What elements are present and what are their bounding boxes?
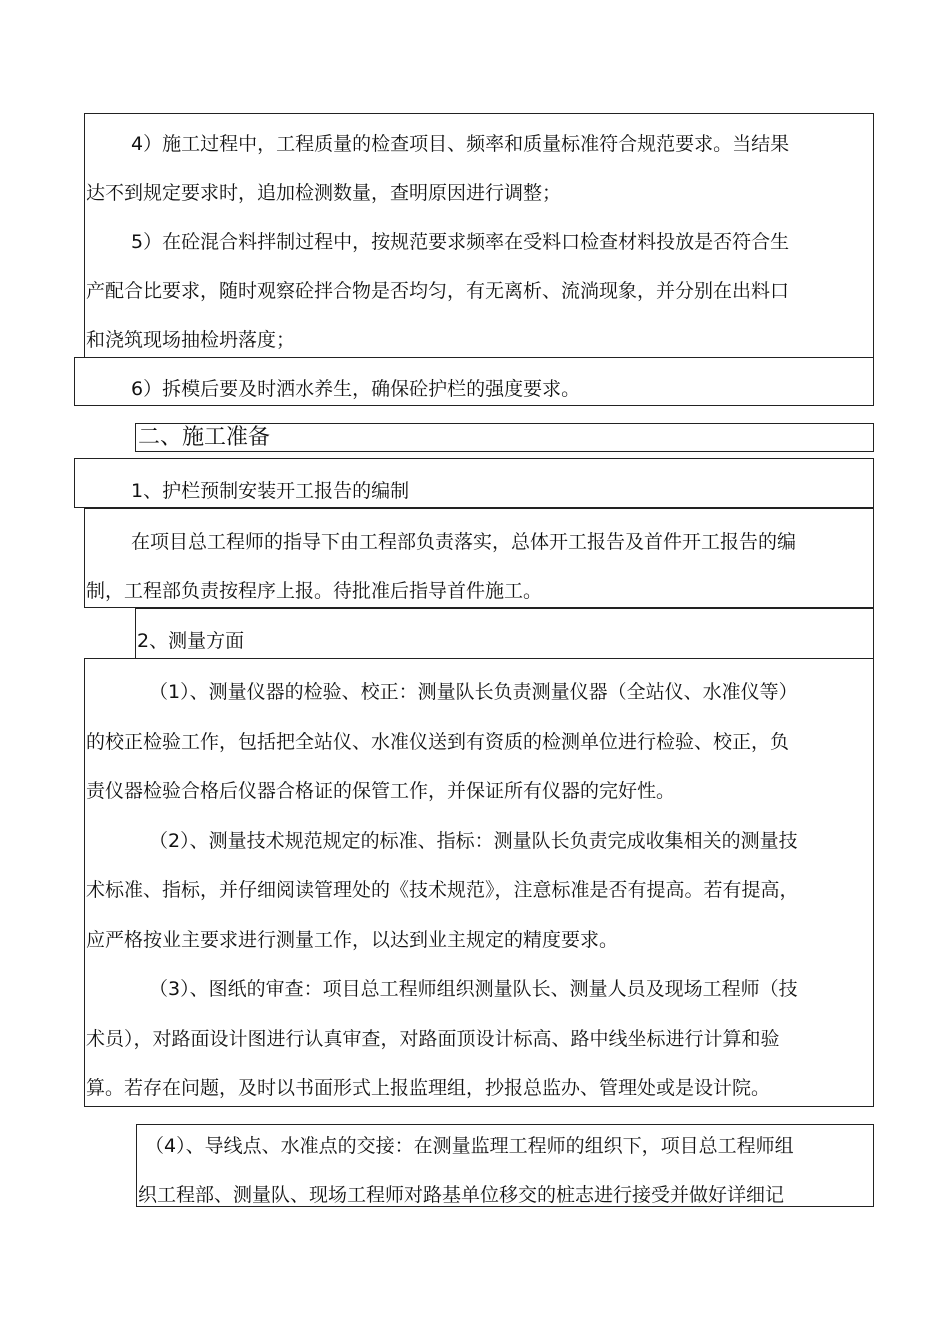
paragraph-line: 术员），对路面设计图进行认真审查，对路面顶设计标高、路中线坐标进行计算和验 [86,1028,780,1050]
paragraph-line: （1）、测量仪器的检验、校正：测量队长负责测量仪器（全站仪、水准仪等） [149,681,798,703]
paragraph-line: （2）、测量技术规范规定的标准、指标：测量队长负责完成收集相关的测量技 [149,830,798,852]
paragraph-line: 应严格按业主要求进行测量工作，以达到业主规定的精度要求。 [86,929,619,951]
subsection-box-survey [135,608,874,659]
paragraph-line: 织工程部、测量队、现场工程师对路基单位移交的桩志进行接受并做好详细记 [138,1184,785,1206]
paragraph-line: 算。若存在问题，及时以书面形式上报监理组，抄报总监办、管理处或是设计院。 [86,1077,771,1099]
paragraph-line: 责仪器检验合格后仪器合格证的保管工作，并保证所有仪器的完好性。 [86,780,676,802]
paragraph-line: 和浇筑现场抽检坍落度； [86,329,296,351]
paragraph-line: 达不到规定要求时，追加检测数量，查明原因进行调整； [86,182,562,204]
paragraph-line: 术标准、指标，并仔细阅读管理处的《技术规范》，注意标准是否有提高。若有提高， [86,879,799,901]
paragraph-line: （4）、导线点、水准点的交接：在测量监理工程师的组织下，项目总工程师组 [145,1135,794,1157]
section-heading: 二、施工准备 [138,425,271,450]
paragraph-line: 5）在砼混合料拌制过程中，按规范要求频率在受料口检查材料投放是否符合生 [131,231,790,253]
subsection-title: 2、测量方面 [137,630,245,652]
paragraph-line: 制，工程部负责按程序上报。待批准后指导首件施工。 [86,580,543,602]
paragraph-line: 6）拆模后要及时洒水养生，确保砼护栏的强度要求。 [131,378,581,400]
paragraph-line: 的校正检验工作，包括把全站仪、水准仪送到有资质的检测单位进行检验、校正，负 [86,731,790,753]
paragraph-line: 在项目总工程师的指导下由工程部负责落实，总体开工报告及首件开工报告的编 [131,531,797,553]
paragraph-line: 4）施工过程中，工程质量的检查项目、频率和质量标准符合规范要求。当结果 [131,133,790,155]
paragraph-line: （3）、图纸的审查：项目总工程师组织测量队长、测量人员及现场工程师（技 [149,978,798,1000]
subsection-title: 1、护栏预制安装开工报告的编制 [131,480,410,502]
paragraph-line: 产配合比要求，随时观察砼拌合物是否均匀，有无离析、流淌现象，并分别在出料口 [86,280,790,302]
